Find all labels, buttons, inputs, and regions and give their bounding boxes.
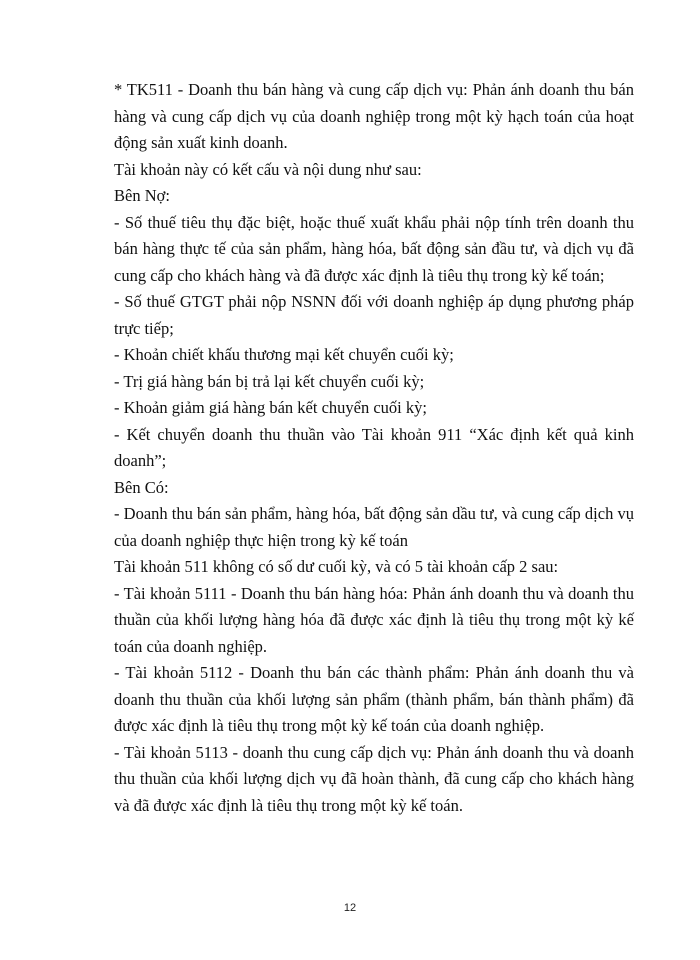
list-item-vat: - Số thuế GTGT phải nộp NSNN đối với doanh nghiệp áp dụng phương pháp trực tiếp; [114, 292, 634, 338]
page-number: 12 [343, 902, 357, 914]
paragraph-tk511: * TK511 - Doanh thu bán hàng và cung cấp dịch vụ: Phản ánh doanh thu bán hàng và cung cấp dịch vụ của doanh nghiệp trong một kỳ hạch toán của hoạt động sản xuất kinh doanh. [114, 80, 634, 152]
list-item-sales-returns: - Trị giá hàng bán bị trả lại kết chuyển cuối kỳ; [114, 371, 425, 391]
paragraph-structure-intro: Tài khoản này có kết cấu và nội dung như sau: [114, 159, 422, 179]
list-item-excise-tax: - Số thuế tiêu thụ đặc biệt, hoặc thuế xuất khẩu phải nộp tính trên doanh thu bán hàng thực tế của sản phẩm, hàng hóa, bất động sản đầu tư, và dịch vụ đã cung cấp cho khách hàng và đã được xác định là tiêu thụ trong kỳ kế toán; [114, 212, 634, 285]
body-text [114, 77, 634, 819]
list-item-account-5112: - Tài khoản 5112 - Doanh thu bán các thành phẩm: Phản ánh doanh thu và doanh thu thuần của khối lượng sản phẩm (thành phẩm, bán thành phẩm) đã được xác định là tiêu thụ trong một kỳ kế toán của doanh nghiệp. [114, 663, 634, 735]
list-item-account-5113: - Tài khoản 5113 - doanh thu cung cấp dịch vụ: Phản ánh doanh thu và doanh thu thuần của khối lượng dịch vụ đã hoàn thành, đã cung cấp cho khách hàng và đã được xác định là tiêu thụ trong một kỳ kế toán. [114, 742, 634, 815]
list-item-transfer-911: - Kết chuyển doanh thu thuần vào Tài khoản 911 “Xác định kết quả kinh doanh”; [114, 424, 634, 470]
paragraph-sub-accounts-intro: Tài khoản 511 không có số dư cuối kỳ, và có 5 tài khoản cấp 2 sau: [114, 557, 559, 576]
heading-ben-no: Bên Nợ: [114, 186, 170, 205]
list-item-trade-discount: - Khoản chiết khấu thương mại kết chuyển cuối kỳ; [114, 345, 454, 364]
heading-ben-co: Bên Có: [114, 477, 169, 497]
list-item-sales-allowances: - Khoản giảm giá hàng bán kết chuyển cuối kỳ; [114, 398, 427, 417]
list-item-revenue: - Doanh thu bán sản phẩm, hàng hóa, bất động sản dầu tư, và cung cấp dịch vụ của doanh nghiệp thực hiện trong kỳ kế toán [114, 504, 634, 550]
list-item-account-5111: - Tài khoản 5111 - Doanh thu bán hàng hóa: Phản ánh doanh thu và doanh thu thuần của khối lượng hàng hóa đã được xác định là tiêu thụ trong một kỳ kế toán của doanh nghiệp. [114, 583, 634, 656]
